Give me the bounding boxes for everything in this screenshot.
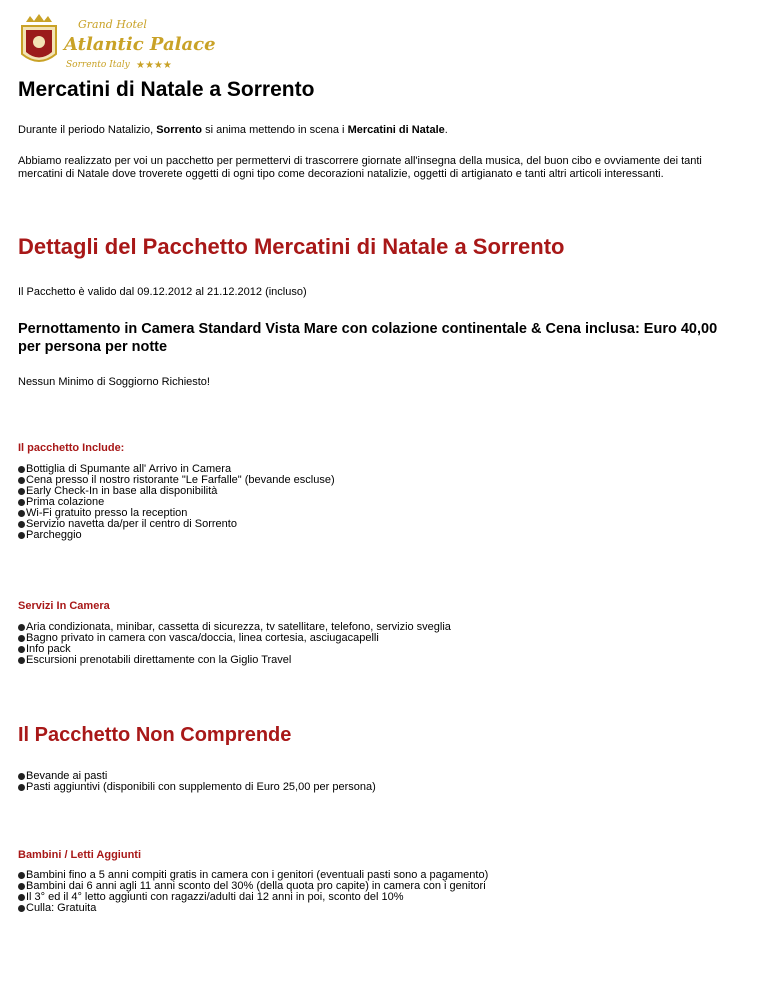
bullet-icon	[18, 635, 25, 642]
excludes-list	[18, 771, 376, 793]
hotel-logo	[16, 12, 216, 74]
page-title: Mercatini di Natale a Sorrento	[18, 78, 315, 101]
excludes-heading: Il Pacchetto Non Comprende	[18, 724, 292, 746]
bullet-icon	[18, 894, 25, 901]
intro-paragraph-1	[18, 124, 448, 137]
room-services-heading: Servizi In Camera	[18, 600, 110, 612]
intro-text-end: .	[444, 124, 448, 136]
bullet-icon	[18, 488, 25, 495]
list-item-text: Escursioni prenotabili direttamente con la Giglio Travel	[26, 654, 292, 666]
intro-bold-sorrento: Sorrento	[156, 124, 203, 136]
bullet-icon	[18, 646, 25, 653]
list-item-text: Servizio navetta da/per il centro di Sorrento	[26, 518, 237, 530]
list-item-text: Prima colazione	[26, 496, 105, 508]
bullet-icon	[18, 624, 25, 631]
details-heading: Dettagli del Pacchetto Mercatini di Natale a Sorrento	[18, 234, 565, 259]
includes-heading: Il pacchetto Include:	[18, 442, 125, 454]
crown-icon	[26, 14, 52, 22]
list-item-text: Bambini fino a 5 anni compiti gratis in camera con i genitori (eventuali pasti sono a pagamento)	[26, 869, 489, 881]
list-item-text: Parcheggio	[26, 529, 82, 541]
children-list	[18, 870, 488, 914]
offer-text: Pernottamento in Camera Standard Vista Mare con colazione continentale & Cena inclusa: Euro 40,00 per persona per notte	[18, 321, 718, 355]
list-item-text: Early Check-In in base alla disponibilità	[26, 485, 218, 497]
bullet-icon	[18, 872, 25, 879]
list-item-text: Bagno privato in camera con vasca/doccia, linea cortesia, asciugacapelli	[26, 632, 379, 644]
list-item	[18, 655, 451, 666]
list-item-text: Bottiglia di Spumante all' Arrivo in Camera	[26, 463, 232, 475]
bullet-icon	[18, 532, 25, 539]
list-item-text: Culla: Gratuita	[26, 902, 97, 914]
room-services-list	[18, 622, 451, 666]
bullet-icon	[18, 883, 25, 890]
list-item	[18, 903, 488, 914]
intro-bold-mercatini: Mercatini di Natale	[347, 124, 445, 136]
logo-line1: Grand Hotel	[78, 18, 147, 31]
bullet-icon	[18, 784, 25, 791]
bullet-icon	[18, 905, 25, 912]
logo-line3: Sorrento Italy	[66, 60, 130, 70]
intro-paragraph-2: Abbiamo realizzato per voi un pacchetto per permettervi di trascorrere giornate all'insegna della musica, del buon cibo e ovviamente dei tanti mercatini di Natale dove troverete oggetti di ogni tipo come decorazioni natalizie, oggetti di artigianato e tanti altri articoli interessanti.	[18, 155, 702, 180]
list-item-text: Pasti aggiuntivi (disponibili con supplemento di Euro 25,00 per persona)	[26, 781, 376, 793]
list-item-text: Info pack	[26, 643, 71, 655]
bullet-icon	[18, 477, 25, 484]
min-stay-text: Nessun Minimo di Soggiorno Richiesto!	[18, 376, 210, 388]
children-heading: Bambini / Letti Aggiunti	[18, 849, 142, 861]
bullet-icon	[18, 499, 25, 506]
validity-text: Il Pacchetto è valido dal 09.12.2012 al 21.12.2012 (incluso)	[18, 286, 307, 298]
hotel-logo-graphic	[16, 12, 216, 74]
list-item	[18, 633, 451, 644]
list-item	[18, 782, 376, 793]
bullet-icon	[18, 657, 25, 664]
logo-stars: ★★★★	[136, 60, 172, 71]
list-item-text: Cena presso il nostro ristorante "Le Farfalle" (bevande escluse)	[26, 474, 335, 486]
includes-list	[18, 464, 335, 541]
list-item-text: Aria condizionata, minibar, cassetta di sicurezza, tv satellitare, telefono, servizio sveglia	[26, 621, 451, 633]
list-item-text: Wi-Fi gratuito presso la reception	[26, 507, 188, 519]
list-item-text: Bambini dai 6 anni agli 11 anni sconto del 30% (della quota pro capite) in camera con i genitori	[26, 880, 486, 892]
crest-emblem-icon	[33, 36, 45, 48]
intro-text-mid: si anima mettendo in scena i	[202, 124, 348, 136]
list-item-text: Il 3° ed il 4° letto aggiunti con ragazzi/adulti dai 12 anni in poi, sconto del 10%	[26, 891, 404, 903]
list-item-text: Bevande ai pasti	[26, 770, 108, 782]
bullet-icon	[18, 521, 25, 528]
logo-line2: Atlantic Palace	[64, 34, 216, 55]
list-item	[18, 530, 335, 541]
bullet-icon	[18, 773, 25, 780]
bullet-icon	[18, 466, 25, 473]
intro-text-start: Durante il periodo Natalizio,	[18, 124, 157, 136]
bullet-icon	[18, 510, 25, 517]
